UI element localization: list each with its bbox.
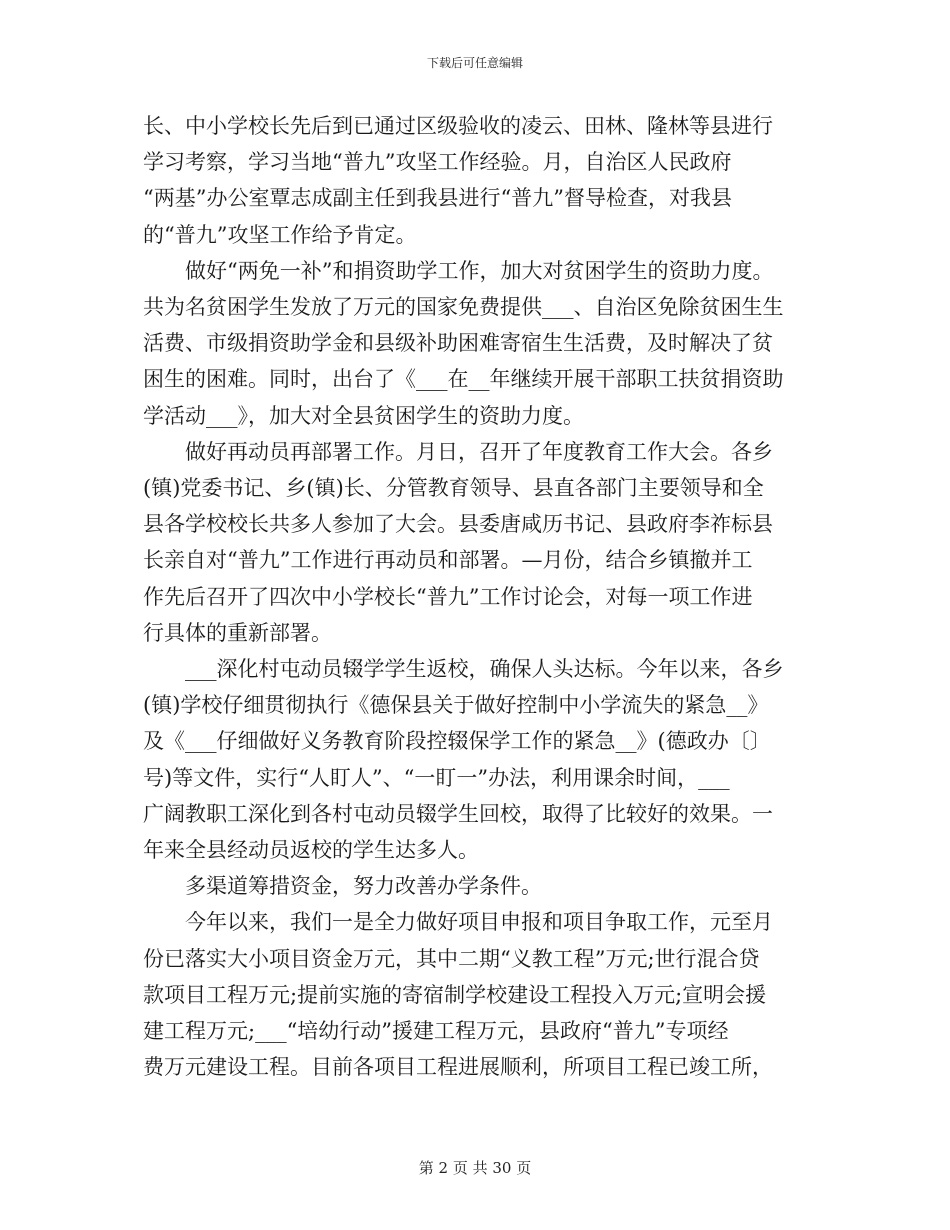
text-line: 费万元建设工程。目前各项目工程进展顺利，所项目工程已竣工所，: [143, 1055, 773, 1080]
text-line: 今年以来，我们一是全力做好项目申报和项目争取工作，元至月: [185, 910, 773, 935]
text-line: 行具体的重新部署。: [143, 620, 332, 645]
text-line: 建工程万元;___“培幼行动”援建工程万元，县政府“普九”专项经: [143, 1019, 729, 1044]
text-line: 长亲自对“普九”工作进行再动员和部署。—月份，结合乡镇撤并工: [143, 548, 753, 573]
text-line: 活费、市级捐资助学金和县级补助困难寄宿生生活费，及时解决了贫: [143, 331, 773, 356]
text-line: 做好“两免一补”和捐资助学工作，加大对贫困学生的资助力度。: [185, 258, 774, 283]
text-line: 学习考察，学习当地“普九”攻坚工作经验。月，自治区人民政府: [143, 150, 732, 175]
text-line: 号)等文件，实行“人盯人”、“一盯一”办法，利用课余时间，___: [143, 765, 730, 790]
paragraph-5: [143, 868, 813, 904]
text-line: 份已落实大小项目资金万元，其中二期“义教工程”万元;世行混合贷: [143, 946, 760, 971]
page-header: 下载后可任意编辑: [426, 56, 523, 70]
paragraph-3: [143, 434, 813, 651]
text-line: “两基”办公室覃志成副主任到我县进行“普九”督导检查，对我县: [143, 186, 732, 211]
text-line: (镇)学校仔细贯彻执行《德保县关于做好控制中小学流失的紧急__》: [143, 693, 769, 718]
text-line: 的“普九”攻坚工作给予肯定。: [143, 222, 417, 247]
text-line: 款项目工程万元;提前实施的寄宿制学校建设工程投入万元;宣明会援: [143, 982, 767, 1007]
paragraph-6: [143, 904, 813, 1085]
text-line: 年来全县经动员返校的学生达多人。: [143, 838, 479, 863]
document-body: [143, 108, 813, 1085]
text-line: 做好再动员再部署工作。月日，召开了年度教育工作大会。各乡: [185, 439, 773, 464]
text-line: 县各学校校长共多人参加了大会。县委唐咸历书记、县政府李祚标县: [143, 512, 773, 537]
page-footer: 第 2 页 共 30 页: [418, 1159, 532, 1177]
text-line: (镇)党委书记、乡(镇)长、分管教育领导、县直各部门主要领导和全: [143, 476, 764, 501]
text-line: 广阔教职工深化到各村屯动员辍学生回校，取得了比较好的效果。一: [143, 801, 773, 826]
text-line: ___深化村屯动员辍学学生返校，确保人头达标。今年以来，各乡: [185, 657, 784, 682]
text-line: 共为名贫困学生发放了万元的国家免费提供___、自治区免除贫困生生: [143, 295, 784, 320]
paragraph-4: [143, 651, 813, 868]
paragraph-1: [143, 108, 813, 253]
text-line: 困生的困难。同时，出台了《___在__年继续开展干部职工扶贫捐资助: [143, 367, 784, 392]
text-line: 长、中小学校长先后到已通过区级验收的凌云、田林、隆林等县进行: [143, 114, 773, 138]
paragraph-2: [143, 253, 813, 434]
text-line: 作先后召开了四次中小学校长“普九”工作讨论会，对每一项工作进: [143, 584, 753, 609]
text-line: 多渠道筹措资金，努力改善办学条件。: [185, 874, 542, 899]
text-line: 及《___仔细做好义务教育阶段控辍保学工作的紧急__》(德政办〔〕: [143, 729, 771, 754]
text-line: 学活动___》，加大对全县贫困学生的资助力度。: [143, 403, 584, 428]
